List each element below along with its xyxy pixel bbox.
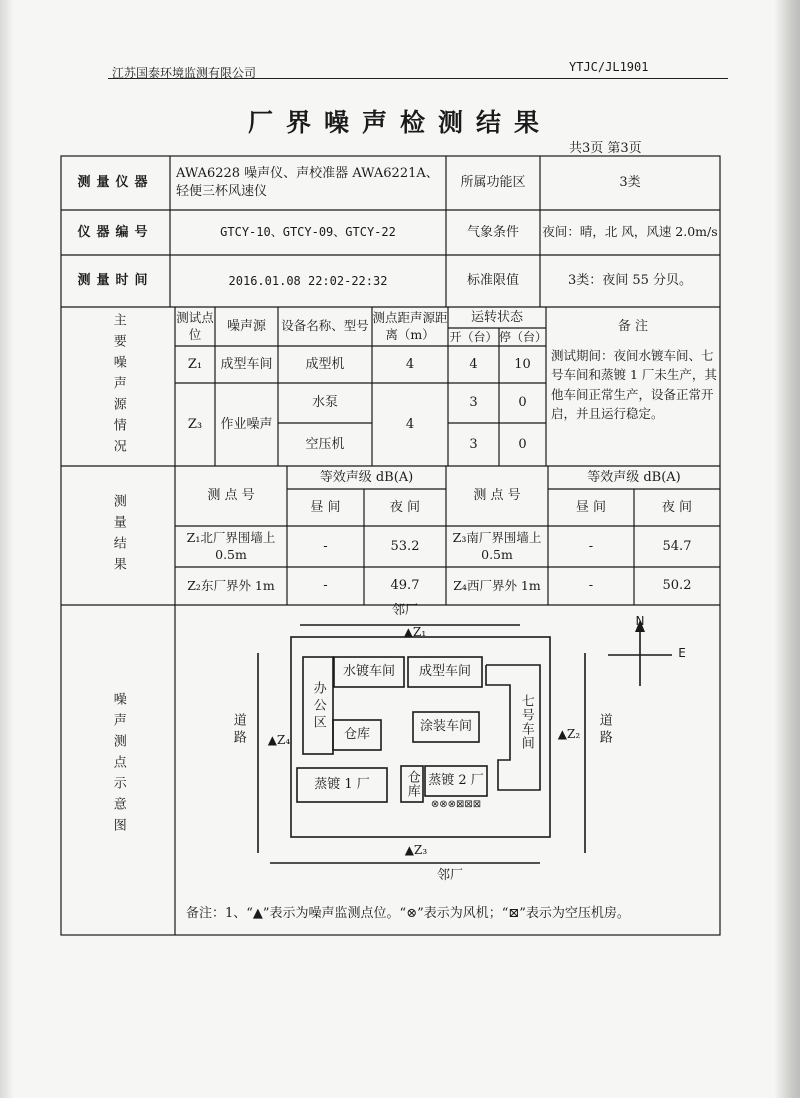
weather-label: 气象条件 [466,224,519,240]
results-header-night: 夜 间 [389,499,421,515]
result-row-2-night: 49.7 [390,578,420,594]
source-row-1-point: Z₁ [187,356,203,372]
results-header-level: 等效声级 dB(A) [319,469,414,485]
result-row-1-night: 53.2 [390,538,420,554]
sources-remark: 测试期间：夜间水镀车间、七号车间和蒸镀 1 厂未生产，其他车间正常生产，设备正常开启，并且运行稳定。 [551,348,717,422]
time-value: 2016.01.08 22:02-22:32 [228,273,388,288]
building-warehouse-2: 仓库 [404,770,420,798]
result-row-2-night-2: 50.2 [662,578,692,594]
result-row-1-day: - [323,538,328,554]
results-header-night-2: 夜 间 [661,499,693,515]
source-row-1-source: 成型车间 [220,356,273,372]
serial-value: GTCY-10、GTCY-09、GTCY-22 [220,225,396,240]
label-neighbor-bottom: 邻厂 [436,868,463,884]
results-header-day: 昼 间 [310,499,341,515]
building-office: 办公区 [310,680,326,732]
header-code: YTJC/JL1901 [569,60,649,74]
source-row-2-point: Z₃ [187,416,203,432]
results-header-point: 测 点 号 [207,488,255,504]
zone-value: 3类 [619,175,641,191]
result-row-2-point: Z₂东厂界外 1m [187,577,275,593]
result-row-1-point: Z₁北厂界围墙上0.5m [186,529,276,562]
source-row-3-equipment: 空压机 [305,436,345,452]
diagram-note: 备注：1、“▲”表示为噪声监测点位。“⊗”表示为风机；“⊠”表示为空压机房。 [186,906,630,922]
page-title: 厂界噪声检测结果 [247,108,552,137]
header-company: 江苏国泰环境监测有限公司 [112,66,257,80]
label-neighbor-top: 邻厂 [391,603,418,619]
serial-label: 仪器编号 [77,224,154,240]
building-seventh: 七号车间 [518,694,534,750]
building-plating: 水镀车间 [342,664,395,680]
source-row-1-on: 4 [469,356,478,372]
label-east: E [678,645,686,660]
sources-header-off: 停（台） [499,329,548,344]
diagram-section-label: 噪声测点示意图 [110,691,126,839]
building-painting: 涂装车间 [419,719,472,735]
point-z4: ▲Z₄ [267,732,291,747]
source-row-3-off: 0 [518,436,527,452]
result-row-2-point-2: Z₄西厂界外 1m [453,577,541,593]
source-row-2-off: 0 [518,395,527,411]
point-z1: ▲Z₁ [403,624,427,639]
limit-label: 标准限值 [466,273,519,289]
instrument-label: 测量仪器 [77,175,154,191]
label-north: N [635,613,645,628]
label-road-right: 道路 [596,713,612,747]
result-row-1-day-2: - [588,538,594,554]
sources-header-distance: 测点距声源距离（m） [372,309,448,342]
sources-header-remark: 备 注 [617,318,649,334]
time-label: 测量时间 [77,273,154,289]
result-row-1-point-2: Z₃南厂界围墙上0.5m [452,529,542,562]
sources-section-label: 主要噪声源情况 [110,313,126,460]
source-row-1-equipment: 成型机 [305,356,345,372]
results-section-label: 测量结果 [110,493,126,578]
building-forming: 成型车间 [418,664,471,680]
sources-header-equipment: 设备名称、型号 [281,318,369,334]
page-count: 共3页 第3页 [569,141,642,156]
source-row-2-distance: 4 [405,416,415,432]
building-evap-2: 蒸镀 2 厂 [428,773,484,789]
zone-label: 所属功能区 [460,175,526,191]
sources-header-status: 运转状态 [470,309,523,325]
building-evap-1: 蒸镀 1 厂 [314,777,370,793]
weather-value: 夜间：晴，北 风，风速 2.0m/s [542,224,718,240]
source-row-3-on: 3 [469,436,478,452]
instrument-value: AWA6228 噪声仪、声校准器 AWA6221A、轻便三杯风速仪 [176,166,439,199]
result-row-1-night-2: 54.7 [662,538,692,554]
results-header-level-2: 等效声级 dB(A) [587,469,681,485]
result-row-2-day: - [323,578,328,594]
point-z3: ▲Z₃ [404,842,428,857]
results-header-day-2: 昼 间 [575,499,607,515]
source-row-1-distance: 4 [405,356,415,372]
result-row-2-day-2: - [588,578,594,594]
source-row-1-off: 10 [514,356,531,372]
limit-value: 3类：夜间 55 分贝。 [567,273,693,289]
building-warehouse-1: 仓库 [343,727,370,743]
source-row-2-equipment: 水泵 [311,395,338,411]
sources-header-on: 开（台） [449,329,498,344]
fans-and-compressors: ⊗⊗⊗⊠⊠⊠ [430,799,482,811]
sources-header-source: 噪声源 [226,318,266,334]
label-road-left: 道路 [230,713,246,747]
point-z2: ▲Z₂ [557,726,581,741]
source-row-2-on: 3 [469,395,478,411]
results-header-point-2: 测 点 号 [473,488,521,504]
sources-header-point: 测试点位 [176,309,214,342]
source-row-2-source: 作业噪声 [220,416,273,432]
